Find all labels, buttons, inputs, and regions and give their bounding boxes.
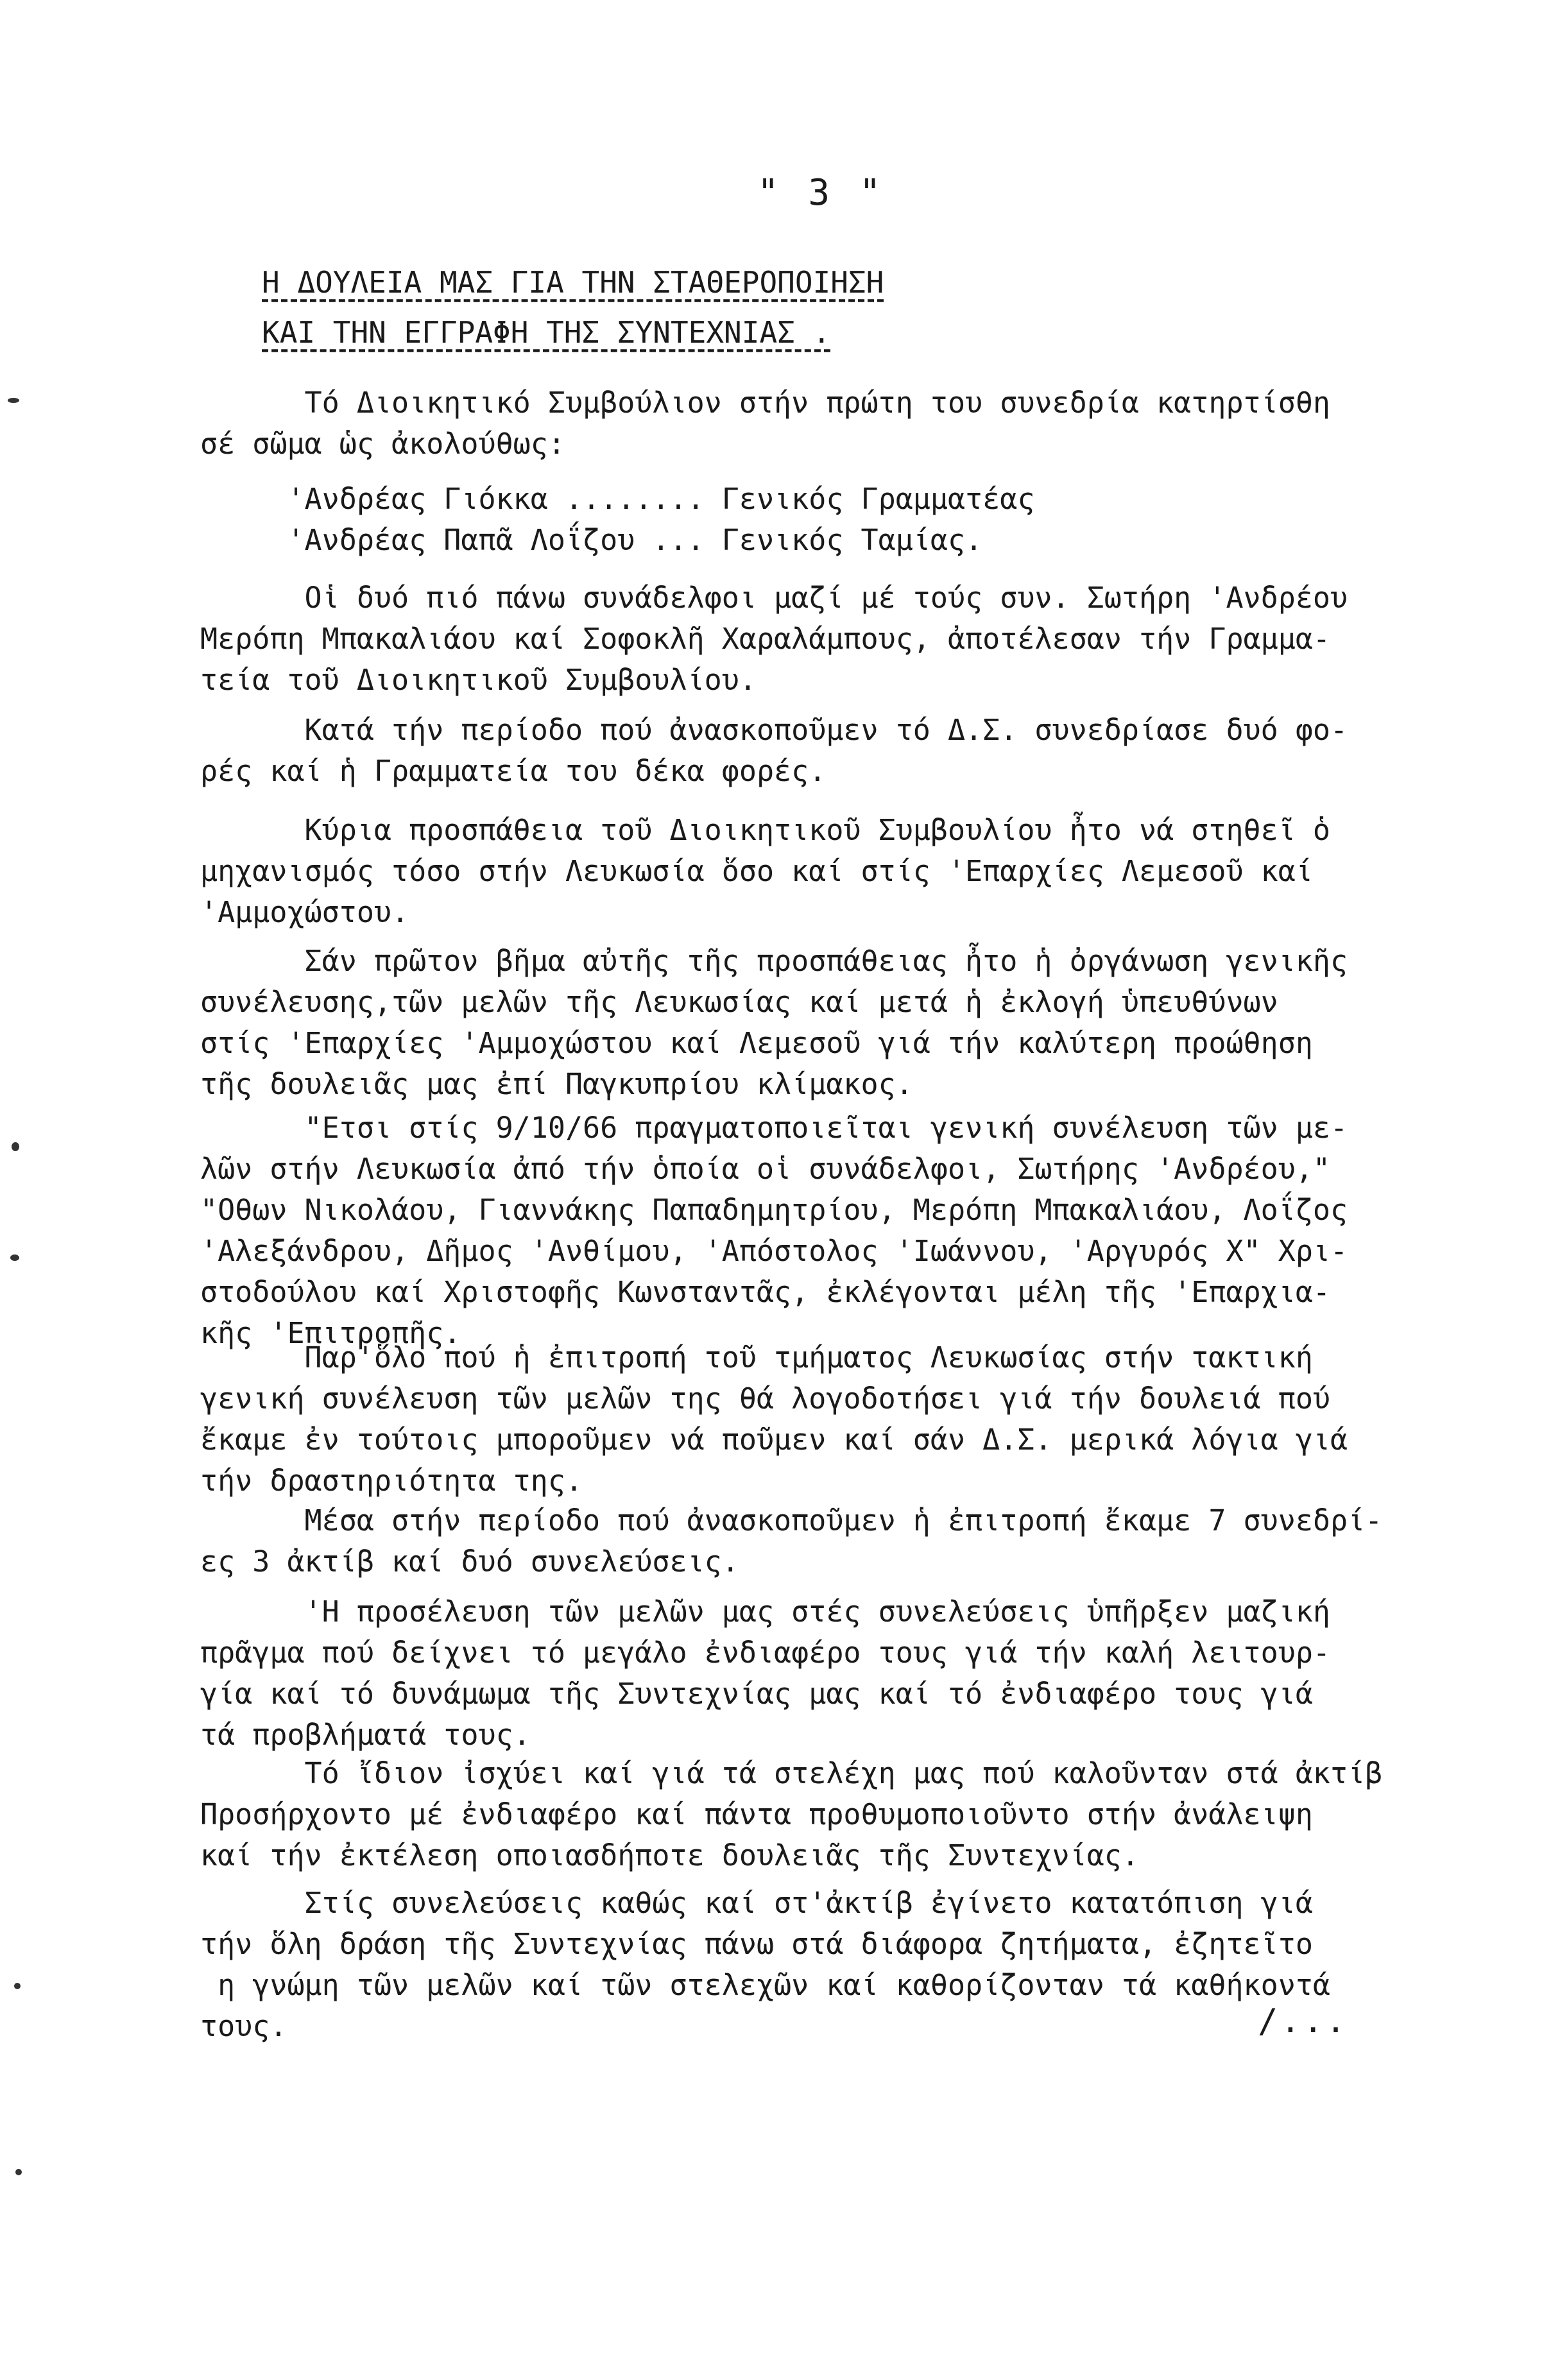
paragraph [200, 1337, 1490, 1502]
paragraph [200, 1753, 1490, 1876]
text-line: πρᾶγμα πού δείχνει τό μεγάλο ἐνδιαφέρο τους γιά τήν καλή λειτουρ- [200, 1636, 1330, 1670]
text-line: στοδούλου καί Χριστοφῆς Κωνσταντᾶς, ἐκλέγονται μέλη τῆς 'Επαρχια- [200, 1275, 1330, 1309]
text-line: Προσήρχοντο μέ ἐνδιαφέρο καί πάντα προθυμοποιοῦντο στήν ἀνάλειψη [200, 1797, 1313, 1831]
page-number: " 3 " [757, 172, 885, 214]
text-line: τά προβλήματά τους. [200, 1718, 531, 1752]
text-line: Τό ἴδιον ἰσχύει καί γιά τά στελέχη μας πού καλοῦνταν στά ἀκτίβ [200, 1756, 1383, 1790]
paragraph [200, 578, 1490, 701]
text-line: 'Αμμοχώστου. [200, 895, 409, 929]
scan-speck [10, 1254, 19, 1261]
paragraph [200, 1108, 1490, 1354]
text-line: κῆς 'Επιτροπῆς. [200, 1316, 461, 1350]
text-line: "Ετσι στίς 9/10/66 πραγματοποιεῖται γενική συνέλευση τῶν με- [200, 1111, 1348, 1145]
scan-speck [12, 1142, 19, 1151]
scan-speck [8, 398, 19, 403]
text-line: "Οθων Νικολάου, Γιαννάκης Παπαδημητρίου, Μερόπη Μπακαλιάου, Λοΐζος [200, 1193, 1348, 1227]
paragraph [200, 479, 1490, 561]
text-line: γενική συνέλευση τῶν μελῶν της θά λογοδοτήσει γιά τήν δουλειά πού [200, 1382, 1330, 1416]
text-line: 'Η προσέλευση τῶν μελῶν μας στές συνελεύσεις ὑπῆρξεν μαζική [200, 1595, 1330, 1629]
text-line: Σάν πρῶτον βῆμα αὐτῆς τῆς προσπάθειας ἦτο ἡ ὀργάνωση γενικῆς [200, 944, 1348, 978]
text-line: Στίς συνελεύσεις καθώς καί στ'ἀκτίβ ἐγίνετο κατατόπιση γιά [200, 1886, 1313, 1920]
heading-line-1: Η ΔΟΥΛΕΙΑ ΜΑΣ ΓΙΑ ΤΗΝ ΣΤΑΘΕΡΟΠΟΙΗΣΗ [262, 265, 884, 300]
text-line: συνέλευσης,τῶν μελῶν τῆς Λευκωσίας καί μετά ἡ ἐκλογή ὑπευθύνων [200, 985, 1278, 1019]
text-line: ες 3 ἀκτίβ καί δυό συνελεύσεις. [200, 1545, 739, 1579]
text-line: Οἱ δυό πιό πάνω συνάδελφοι μαζί μέ τούς συν. Σωτήρη 'Ανδρέου [200, 581, 1348, 615]
text-line: Κύρια προσπάθεια τοῦ Διοικητικοῦ Συμβουλίου ἦτο νά στηθεῖ ὁ [200, 813, 1330, 847]
text-line: μηχανισμός τόσο στήν Λευκωσία ὅσο καί στίς 'Επαρχίες Λεμεσοῦ καί [200, 854, 1313, 888]
scan-speck [15, 2169, 22, 2175]
text-line: Μερόπη Μπακαλιάου καί Σοφοκλῆ Χαραλάμπους, ἀποτέλεσαν τήν Γραμμα- [200, 622, 1330, 656]
text-line: ἔκαμε ἐν τούτοις μποροῦμεν νά ποῦμεν καί σάν Δ.Σ. μερικά λόγια γιά [200, 1423, 1348, 1457]
text-line: 'Ανδρέας Παπᾶ Λοΐζου ... Γενικός Ταμίας. [200, 523, 983, 557]
heading-line-2: ΚΑΙ ΤΗΝ ΕΓΓΡΑΦΗ ΤΗΣ ΣΥΝΤΕΧΝΙΑΣ . [262, 315, 831, 350]
text-line: η γνώμη τῶν μελῶν καί τῶν στελεχῶν καί καθορίζονταν τά καθήκοντά [200, 1968, 1330, 2002]
text-line: Τό Διοικητικό Συμβούλιον στήν πρώτη του συνεδρία κατηρτίσθη [200, 386, 1330, 420]
text-line: 'Ανδρέας Γιόκκα ........ Γενικός Γραμματέας [200, 482, 1035, 516]
text-line: στίς 'Επαρχίες 'Αμμοχώστου καί Λεμεσοῦ γιά τήν καλύτερη προώθηση [200, 1026, 1313, 1060]
continued-mark: /... [1258, 2002, 1349, 2041]
text-line: 'Αλεξάνδρου, Δῆμος 'Ανθίμου, 'Απόστολος 'Ιωάννου, 'Αργυρός Χ" Χρι- [200, 1234, 1348, 1268]
text-line: Κατά τήν περίοδο πού ἀνασκοποῦμεν τό Δ.Σ. συνεδρίασε δυό φο- [200, 713, 1348, 747]
text-line: Μέσα στήν περίοδο πού ἀνασκοποῦμεν ἡ ἐπιτροπή ἔκαμε 7 συνεδρί- [200, 1503, 1383, 1537]
paragraph [200, 710, 1490, 792]
text-line: τήν δραστηριότητα της. [200, 1464, 583, 1498]
text-line: τήν ὅλη δράση τῆς Συντεχνίας πάνω στά διάφορα ζητήματα, ἐζητεῖτο [200, 1927, 1313, 1961]
paragraph [200, 382, 1490, 465]
text-line: λῶν στήν Λευκωσία ἀπό τήν ὁποία οἱ συνάδελφοι, Σωτήρης 'Ανδρέου," [200, 1152, 1330, 1186]
paragraph [200, 810, 1490, 933]
text-line: ρές καί ἡ Γραμματεία του δέκα φορές. [200, 754, 827, 788]
text-line: καί τήν ἐκτέλεση οποιασδήποτε δουλειᾶς τῆς Συντεχνίας. [200, 1838, 1139, 1872]
text-line: Παρ'ὅλο πού ἡ ἐπιτροπή τοῦ τμήματος Λευκωσίας στήν τακτική [200, 1340, 1313, 1374]
paragraph [200, 1500, 1490, 1582]
text-line: τεία τοῦ Διοικητικοῦ Συμβουλίου. [200, 663, 757, 697]
text-line: γία καί τό δυνάμωμα τῆς Συντεχνίας μας καί τό ἐνδιαφέρο τους γιά [200, 1677, 1313, 1711]
text-line: σέ σῶμα ὡς ἀκολούθως: [200, 427, 565, 461]
text-line: τους. [200, 2009, 287, 2043]
text-line: τῆς δουλειᾶς μας ἐπί Παγκυπρίου κλίμακος. [200, 1067, 913, 1101]
scan-speck [14, 1983, 21, 1989]
paragraph [200, 941, 1490, 1105]
paragraph [200, 1591, 1490, 1756]
